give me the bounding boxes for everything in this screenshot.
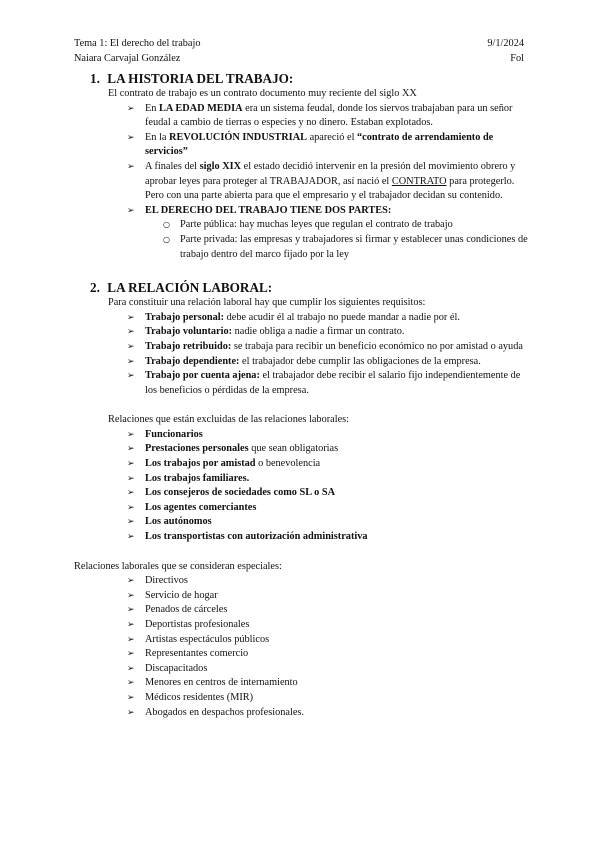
header-date: 9/1/2024 — [487, 38, 524, 49]
list-item: ➢ Trabajo por cuenta ajena: el trabajador debe recibir el salario fijo independientemente de los beneficios o pérdidas de la empresa. — [74, 369, 534, 398]
excluded-intro: Relaciones que están excluidas de las relaciones laborales: — [108, 414, 350, 426]
law-parts-list — [74, 218, 534, 262]
list-item: ➢ Médicos residentes (MIR) — [74, 691, 534, 706]
list-item: ➢ Servicio de hogar — [74, 589, 534, 604]
list-item: ○ Parte privada: las empresas y trabajadores si firmar y establecer unas condiciones de trabajo dentro del marco fijado por la ley — [74, 233, 534, 262]
list-item: ➢ En LA EDAD MEDIA era un sistema feudal, donde los siervos trabajaban para un señor feudal a cambio de tierras o especies y no dinero. Estaban explotados. — [74, 102, 534, 131]
list-item: ➢ Menores en centros de internamiento — [74, 676, 534, 691]
list-item: ➢ Directivos — [74, 574, 534, 589]
list-item: ➢ Representantes comercio — [74, 647, 534, 662]
special-intro: Relaciones laborales que se consideran especiales: — [74, 560, 282, 572]
document-body — [74, 70, 534, 720]
list-item: ➢ Los transportistas con autorización administrativa — [74, 530, 534, 545]
section-1-number: 1. — [90, 71, 100, 86]
special-list — [74, 574, 534, 720]
section-2-title: LA RELACIÓN LABORAL: — [107, 280, 273, 296]
section-2-heading — [90, 279, 534, 296]
header-topic: Tema 1: El derecho del trabajo — [74, 38, 201, 49]
list-item: ○ Parte pública: hay muchas leyes que regulan el contrato de trabajo — [74, 218, 534, 233]
list-item: ➢ Discapacitados — [74, 662, 534, 677]
requirements-list — [74, 311, 534, 399]
section-1-heading — [90, 70, 534, 87]
header-subject: Fol — [510, 53, 524, 64]
history-list — [74, 102, 534, 219]
list-item: ➢ Deportistas profesionales — [74, 618, 534, 633]
list-item: ➢ Penados de cárceles — [74, 603, 534, 618]
list-item: ➢ Los consejeros de sociedades como SL o SA — [74, 486, 534, 501]
list-item: ➢ Trabajo voluntario: nadie obliga a nadie a firmar un contrato. — [74, 325, 534, 340]
list-item: ➢ Trabajo dependiente: el trabajador debe cumplir las obligaciones de la empresa. — [74, 355, 534, 370]
list-item: ➢ Prestaciones personales que sean obligatorias — [74, 442, 534, 457]
section-2-intro: Para constituir una relación laboral hay que cumplir los siguientes requisitos: — [108, 297, 426, 309]
list-item: ➢ Abogados en despachos profesionales. — [74, 706, 534, 721]
list-item: ➢ EL DERECHO DEL TRABAJO TIENE DOS PARTES: — [74, 204, 534, 219]
section-1-intro: El contrato de trabajo es un contrato documento muy reciente del siglo XX — [108, 88, 417, 99]
section-2-number: 2. — [90, 280, 100, 296]
list-item: ➢ A finales del siglo XIX el estado decidió intervenir en la presión del movimiento obrero y aprobar leyes para proteger al TRABAJADOR, así nació el CONTRATO para protegerlo. Pero con una parte abierta para que el empresario y el trabajador decidan su contenido. — [74, 160, 534, 204]
page-header — [74, 37, 524, 67]
list-item: ➢ Los trabajos familiares. — [74, 472, 534, 487]
list-item: ➢ Funcionarios — [74, 428, 534, 443]
list-item: ➢ En la REVOLUCIÓN INDUSTRIAL apareció el “contrato de arrendamiento de servicios” — [74, 131, 534, 160]
list-item: ➢ Los trabajos por amistad o benevolencia — [74, 457, 534, 472]
list-item: ➢ Los agentes comerciantes — [74, 501, 534, 516]
list-item: ➢ Artistas espectáculos públicos — [74, 633, 534, 648]
excluded-list — [74, 428, 534, 545]
section-1-title: LA HISTORIA DEL TRABAJO: — [107, 71, 294, 86]
list-item: ➢ Trabajo retribuido: se trabaja para recibir un beneficio económico no por amistad o ayuda — [74, 340, 534, 355]
list-item: ➢ Los autónomos — [74, 515, 534, 530]
list-item: ➢ Trabajo personal: debe acudir él al trabajo no puede mandar a nadie por él. — [74, 311, 534, 326]
header-author: Naiara Carvajal González — [74, 53, 181, 64]
